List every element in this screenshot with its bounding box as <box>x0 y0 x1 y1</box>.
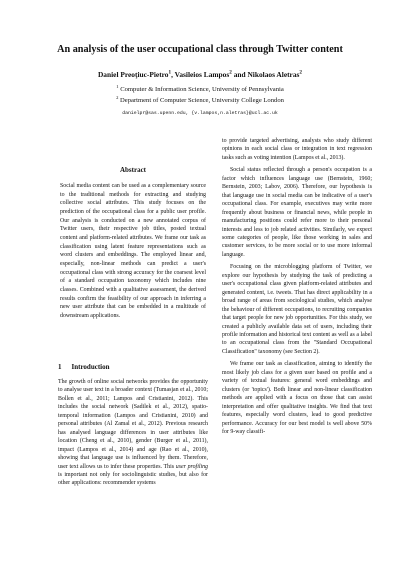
author-name: Vasileios Lampos <box>174 70 230 79</box>
introduction-text: The growth of online social networks provides the opportunity to analyse user text in a broader context (Tumasjan et al., 2010; Bollen et al., 2011; Lampos and Cristianini, 2012). This includes the social network (Sadilek et al., 2012), spatio-temporal information (Lampos and Cristianini, 2010) and personal attributes (Al Zamal et al., 2012). Previous research has analysed language differences in user attributes like location (Cheng et al., 2010), gender (Burger et al., 2011), impact (Lampos et al., 2014) and age (Rao et al., 2010), showing that language use is influenced by them. Therefore, user text allows us to infer these properties. This <box>58 379 208 470</box>
affiliation <box>0 94 400 105</box>
section-heading-introduction <box>58 363 208 372</box>
section-title: Introduction <box>71 363 110 371</box>
introduction-body <box>58 378 208 488</box>
author-emails: danielpr@sas.upenn.edu, {v.lampos,n.aletras}@ucl.ac.uk <box>122 111 278 116</box>
abstract-heading: Abstract <box>119 166 147 174</box>
abstract-body <box>60 182 206 321</box>
affiliation-text: Department of Computer Science, University College London <box>120 97 284 104</box>
introduction-text: is important not only for sociolinguistic studies, but also for other applications: recommender systems <box>58 471 208 487</box>
affiliation-marker: 2 <box>116 94 119 100</box>
author-name: Daniel Preoţiuc-Pietro <box>97 70 169 79</box>
right-column <box>222 137 372 436</box>
paragraph: We frame our task as classification, aiming to identify the most likely job class for a given user based on profile and a variety of textual features: general word embeddings and clusters (or 'topics'). Both linear and non-linear classification methods are applied with a focus on those that can assist interpretation and offer qualitative insights. We find that text features, especially word clusters, lead to good predictive performance. Accuracy for our best model is well above 50% for 9-way classifi- <box>222 361 372 435</box>
introduction-paragraph <box>58 378 208 488</box>
affiliation <box>0 83 400 94</box>
introduction-emphasis: user profiling <box>175 463 208 470</box>
author-name: Nikolaos Aletras <box>247 70 300 79</box>
author-list: Daniel Preoţiuc-Pietro$^1$, Vasileios Lampos$^2$ and Nikolaos Aletras$^2$ <box>97 69 303 79</box>
abstract-text: Social media content can be used as a complementary source to the traditional methods for extracting and studying collective social attributes. This study focuses on the prediction of the occupational class for a public user profile. Our analysis is conducted on a new annotated corpus of Twitter users, their respective job titles, posted textual content and platform-related attributes. We frame our task as classification using latent feature representations such as word clusters and embeddings. The employed linear and, especially, non-linear methods can predict a user's occupational class with strong accuracy for the coarsest level of a standard occupation taxonomy which includes nine classes. Combined with a qualitative assessment, the derived results confirm the feasibility of our approach in inferring a new user attribute that can be embedded in a multitude of downstream applications. <box>60 183 206 319</box>
paragraph: Focusing on the microblogging platform of Twitter, we explore our hypothesis by studying the task of predicting a user's occupational class given platform-related attributes and generated content, i.e. tweets. That has direct applicability in a broad range of areas from sociological studies, which analyse the behaviour of different occupations, to recruiting companies that target people for new job opportunities. For this study, we created a publicly available data set of users, including their profile information and historical text content as well as a label to an occupational class from the "Standard Occupational Classification" taxonomy (see Section 2). <box>222 264 372 355</box>
affiliation-marker: 1 <box>116 83 119 89</box>
paper-title: An analysis of the user occupational class through Twitter content <box>57 44 343 55</box>
section-number: 1 <box>58 363 62 371</box>
author-affiliation-marker: 2 <box>229 69 232 76</box>
author-affiliation-marker: 2 <box>299 69 303 76</box>
affiliation-text: Computer & Information Science, University of Pennsylvania <box>120 86 284 93</box>
author-conjunction: and <box>233 70 246 79</box>
paragraph: Social status reflected through a person's occupation is a factor which influences language use (Bernstein, 1960; Bernstein, 2003; Labov, 2006). Therefore, our hypothesis is that language use in social media can be indicative of a user's occupational class. For example, executives may write more frequently about business or financial news, while people in manufacturing positions could refer more to their personal interests and less to job related activities. Similarly, we expect some categories of people, like those working in sales and customer services, to be more social or to use more informal language. <box>222 167 372 258</box>
paragraph: to provide targeted advertising, analysts who study different opinions in each social class or integration in text regression tasks such as voting intention (Lampos et al., 2013). <box>222 138 372 161</box>
author-affiliation-marker: 1 <box>168 69 172 76</box>
